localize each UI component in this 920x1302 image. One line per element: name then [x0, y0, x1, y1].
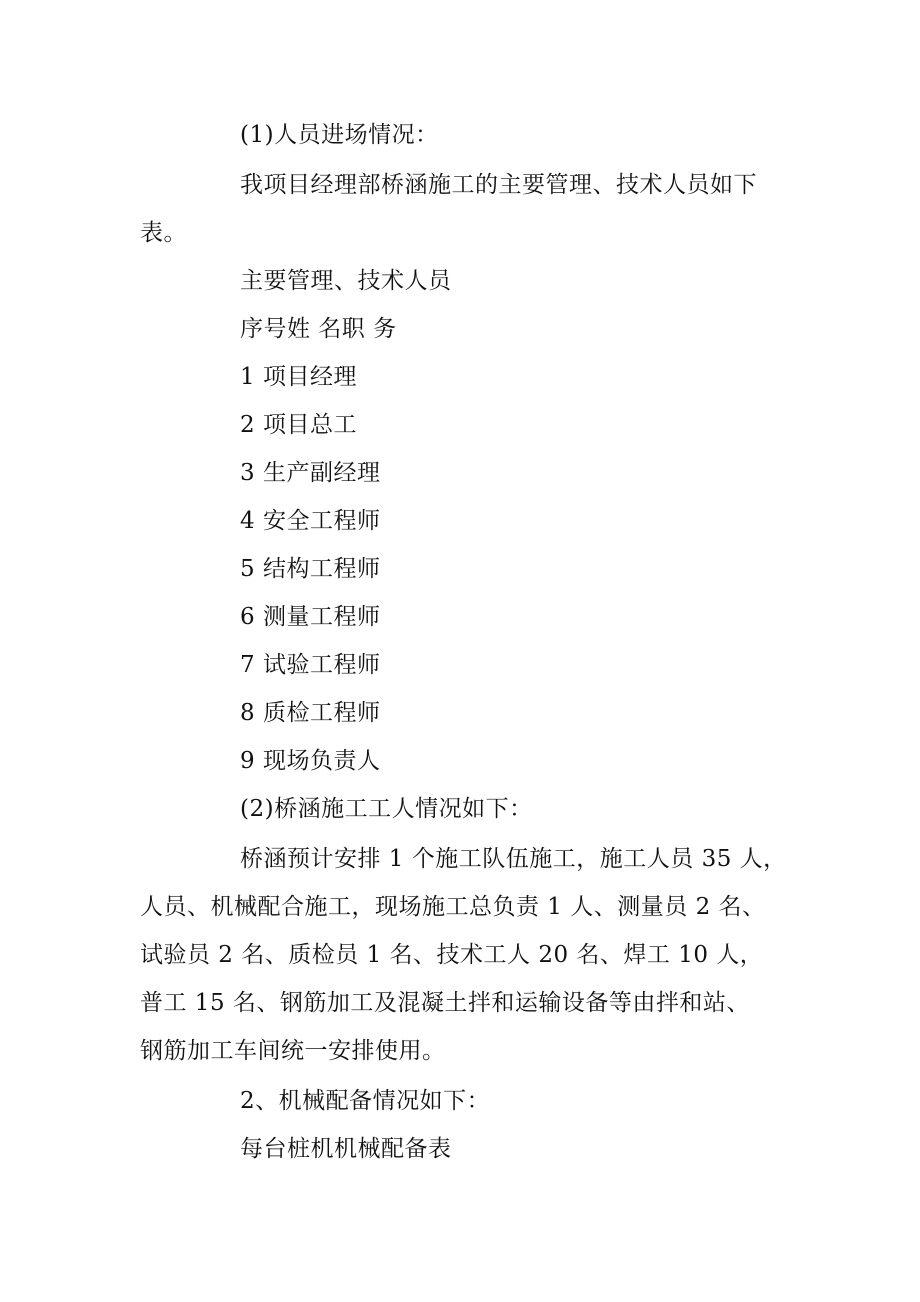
staff-row: 8 质检工程师 [240, 700, 381, 726]
staff-row: 2 项目总工 [240, 412, 357, 438]
section-heading-machinery: 2、机械配备情况如下： [240, 1088, 491, 1114]
table-header: 序号姓 名职 务 [240, 316, 397, 342]
workers-paragraph-line: 钢筋加工车间统一安排使用。 [140, 1038, 446, 1064]
staff-row: 9 现场负责人 [240, 748, 381, 774]
intro-text-line-1: 我项目经理部桥涵施工的主要管理、技术人员如下 [240, 172, 757, 198]
workers-paragraph-line: 普工 15 名、钢筋加工及混凝土拌和运输设备等由拌和站、 [140, 990, 750, 1016]
staff-row: 4 安全工程师 [240, 508, 381, 534]
staff-row: 6 测量工程师 [240, 604, 381, 630]
staff-row: 3 生产副经理 [240, 460, 381, 486]
staff-row: 7 试验工程师 [240, 652, 381, 678]
table-title-machinery: 每台桩机机械配备表 [240, 1136, 452, 1162]
table-title-staff: 主要管理、技术人员 [240, 268, 452, 294]
workers-paragraph-line: 试验员 2 名、质检员 1 名、技术工人 20 名、焊工 10 人， [140, 942, 764, 968]
workers-paragraph-line: 人员、机械配合施工，现场施工总负责 1 人、测量员 2 名、 [140, 894, 766, 920]
section-heading-personnel: (1)人员进场情况： [240, 122, 439, 148]
section-heading-workers: (2)桥涵施工工人情况如下： [240, 796, 533, 822]
staff-row: 5 结构工程师 [240, 556, 381, 582]
staff-row: 1 项目经理 [240, 364, 357, 390]
intro-text-line-2: 表。 [140, 220, 187, 246]
workers-paragraph-line: 桥涵预计安排 1 个施工队伍施工，施工人员 35 人， [240, 846, 787, 872]
